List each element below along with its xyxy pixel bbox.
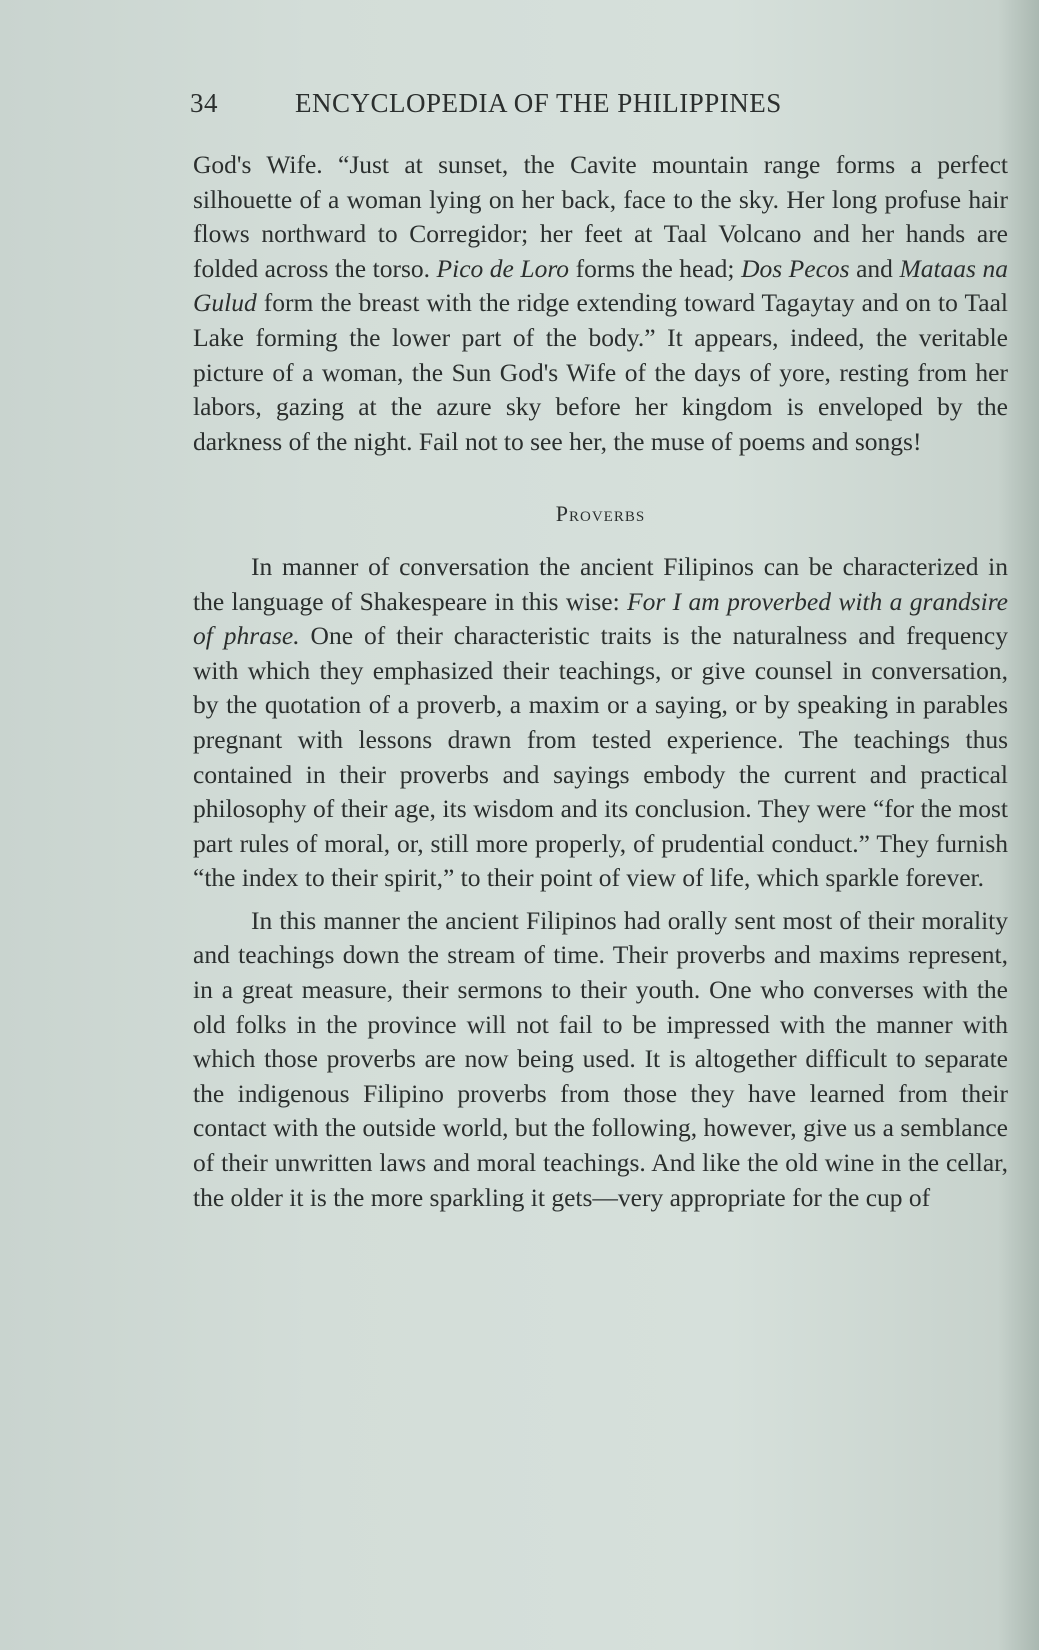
paragraph-text: God's Wife. “Just at sunset, the Cavite mountain range forms a perfect silhouette of a woman lying on her back, face to the sky. Her long profuse hair flows northward to Corregidor; her feet at Taal Volcano and her hands are folded across the torso. [193,150,1008,283]
paragraph-text: and [849,253,900,283]
italic-place-name: Pico de Loro [436,253,570,283]
paragraph-text: In this manner the ancient Filipinos had orally sent most of their morality and teachings down the stream of time. Their proverbs and maxims represent, in a great measure, their sermons to their youth. One who converses with the old folks in the province will not fail to be impressed with the manner with which those proverbs are now being used. It is altogether difficult to separate the indigenous Filipino proverbs from those they have learned from their contact with the outside world, but the following, however, give us a semblance of their unwritten laws and moral teachings. And like the old wine in the cellar, the older it is the more sparkling it gets—very appropriate for the cup of [193,905,1008,1212]
paragraph-text: One of their characteristic traits is the naturalness and frequency with which they emphasized their teachings, or give counsel in conversation, by the quotation of a proverb, a maxim or a saying, or by speaking in parables pregnant with lessons drawn from tested experience. The teachings thus contained in their proverbs and sayings embody the current and practical philosophy of their age, its wisdom and its conclusion. They were “for the most part rules of moral, or, still more properly, of prudential conduct.” They furnish “the index to their spirit,” to their point of view of life, which sparkle forever. [193,621,1009,893]
italic-place-name: Mataas na Gulud [193,253,1008,318]
paragraph-gods-wife [193,148,1008,459]
section-heading-proverbs: Proverbs [555,501,646,527]
paragraph-text: In manner of conversation the ancient Filipinos can be characterized in the language of Shakespeare in this wise: [193,551,1008,616]
paragraph-text: forms the head; [569,253,742,283]
book-title: ENCYCLOPEDIA OF THE PHILIPPINES [295,88,782,118]
paragraph-text: form the breast with the ridge extending toward Tagaytay and on to Taal Lake forming the lower part of the body.” It appears, indeed, the veritable picture of a woman, the Sun God's Wife of the days of yore, resting from her labors, gazing at the azure sky before her kingdom is enveloped by the darkness of the night. Fail not to see her, the muse of poems and songs! [193,288,1008,456]
running-head [190,88,1010,119]
paragraph-proverbs-intro [193,550,1008,896]
italic-quotation: For I am proverbed with a grandsire of phrase. [193,586,1008,651]
paragraph-oral-tradition [193,904,1008,1215]
italic-place-name: Dos Pecos [741,253,850,283]
page-number: 34 [190,88,218,118]
body-text [193,148,1008,1215]
